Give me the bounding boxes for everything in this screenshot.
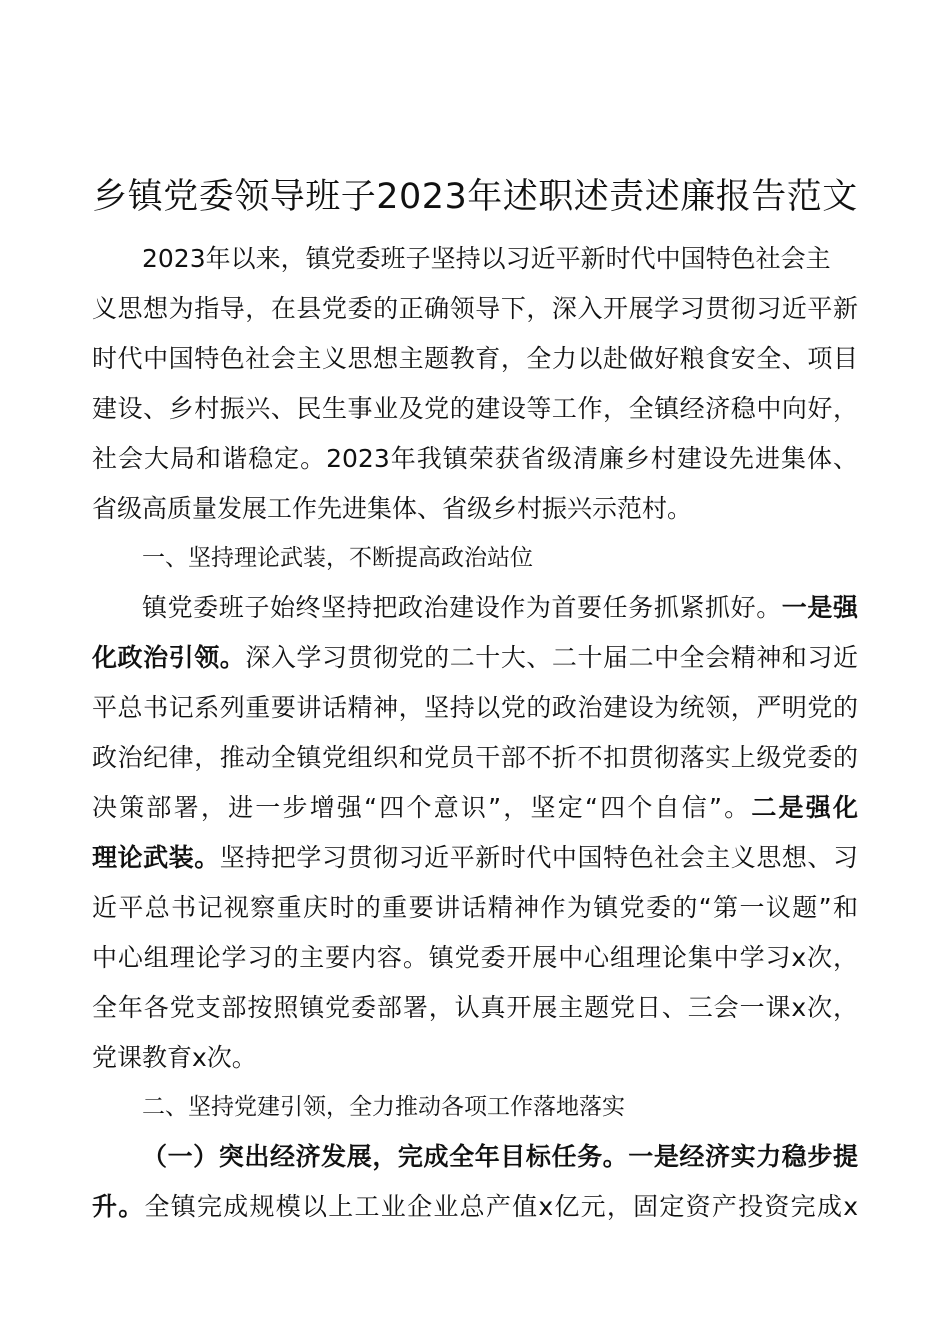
paragraph-line: 中心组理论学习的主要内容。镇党委开展中心组理论集中学习x次， xyxy=(92,943,858,972)
paragraph-line: 义思想为指导，在县党委的正确领导下，深入开展学习贯彻习近平新 xyxy=(92,294,858,323)
paragraph-line: 平总书记系列重要讲话精神，坚持以党的政治建设为统领，严明党的 xyxy=(92,693,858,722)
paragraph-line: 时代中国特色社会主义思想主题教育，全力以赴做好粮食安全、项目 xyxy=(92,344,858,373)
section-heading: 二、坚持党建引领，全力推动各项工作落地落实 xyxy=(142,1094,625,1120)
paragraph-line: 省级高质量发展工作先进集体、省级乡村振兴示范村。 xyxy=(92,494,693,523)
subsection-heading: （一）突出经济发展，完成全年目标任务。一是经济实力稳步提 xyxy=(142,1142,858,1171)
paragraph-line: 化政治引领。深入学习贯彻党的二十大、二十届二中全会精神和习近 xyxy=(92,643,858,672)
paragraph-line: 建设、乡村振兴、民生事业及党的建设等工作，全镇经济稳中向好， xyxy=(92,394,858,423)
paragraph-line: 政治纪律，推动全镇党组织和党员干部不折不扣贯彻落实上级党委的 xyxy=(92,743,858,772)
paragraph-line: 社会大局和谐稳定。2023年我镇荣获省级清廉乡村建设先进集体、 xyxy=(92,444,858,473)
paragraph-line: 升。全镇完成规模以上工业企业总产值x亿元，固定资产投资完成x xyxy=(92,1192,858,1221)
paragraph-line: 理论武装。坚持把学习贯彻习近平新时代中国特色社会主义思想、习 xyxy=(92,843,858,872)
paragraph-line: 镇党委班子始终坚持把政治建设作为首要任务抓紧抓好。一是强 xyxy=(142,593,858,622)
paragraph-line: 近平总书记视察重庆时的重要讲话精神作为镇党委的“第一议题”和 xyxy=(92,893,858,922)
paragraph-line: 党课教育x次。 xyxy=(92,1043,257,1072)
paragraph-line: 决策部署，进一步增强“四个意识”，坚定“四个自信”。二是强化 xyxy=(92,793,858,822)
paragraph-line: 全年各党支部按照镇党委部署，认真开展主题党日、三会一课x次， xyxy=(92,993,858,1022)
section-heading: 一、坚持理论武装，不断提高政治站位 xyxy=(142,545,533,571)
document-title: 乡镇党委领导班子2023年述职述责述廉报告范文 xyxy=(92,177,858,217)
paragraph-line: 2023年以来，镇党委班子坚持以习近平新时代中国特色社会主 xyxy=(142,244,831,273)
